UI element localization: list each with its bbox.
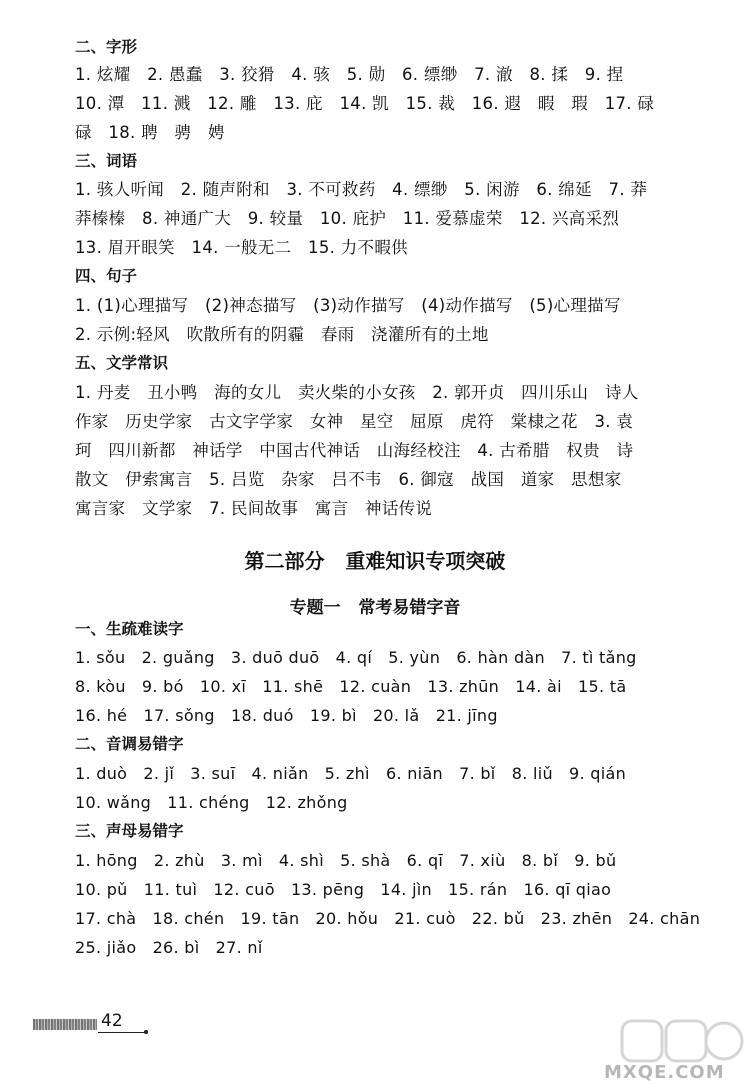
section-heading-words: 三、词语	[75, 152, 138, 170]
pinyin-line: 10. wǎng 11. chéng 12. zhǒng	[75, 793, 348, 812]
part-title: 第二部分 重难知识专项突破	[244, 549, 506, 573]
footer-dot	[144, 1030, 148, 1034]
section-heading-initials: 三、声母易错字	[75, 822, 184, 840]
answer-line: 1. 丹麦 丑小鸭 海的女儿 卖火柴的小女孩 2. 郭开贞 四川乐山 诗人	[75, 383, 639, 402]
section-heading-literature: 五、文学常识	[75, 354, 169, 372]
answer-line: 碌 18. 聘 骋 娉	[75, 123, 225, 142]
pinyin-line: 17. chà 18. chén 19. tān 20. hǒu 21. cuò 22. bǔ 23. zhēn 24. chān	[75, 909, 701, 928]
pinyin-line: 25. jiǎo 26. bì 27. nǐ	[75, 938, 263, 957]
pinyin-line: 1. hōng 2. zhù 3. mì 4. shì 5. shà 6. qī 7. xiù 8. bǐ 9. bǔ	[75, 851, 617, 870]
answer-line: 10. 潭 11. 溅 12. 雕 13. 庇 14. 凯 15. 裁 16. 遐 暇 瑕 17. 碌	[75, 94, 655, 113]
section-heading-rare-chars: 一、生疏难读字	[75, 620, 184, 638]
answer-line: 作家 历史学家 古文字学家 女神 星空 屈原 虎符 棠棣之花 3. 袁	[75, 412, 634, 431]
answer-line: 1. (1)心理描写 (2)神态描写 (3)动作描写 (4)动作描写 (5)心理描写	[75, 296, 621, 315]
answer-line: 散文 伊索寓言 5. 吕览 杂家 吕不韦 6. 御寇 战国 道家 思想家	[75, 470, 622, 489]
answer-line: 1. 炫耀 2. 愚蠢 3. 狡猾 4. 骇 5. 勋 6. 缥缈 7. 澈 8. 揉 9. 捏	[75, 65, 624, 84]
answer-line: 1. 骇人听闻 2. 随声附和 3. 不可救药 4. 缥缈 5. 闲游 6. 绵延 7. 莽	[75, 180, 648, 199]
answer-line: 莽榛榛 8. 神通广大 9. 较量 10. 庇护 11. 爱慕虚荣 12. 兴高采烈	[75, 209, 620, 228]
topic-title: 专题一 常考易错字音	[289, 598, 461, 618]
pinyin-line: 1. sǒu 2. guǎng 3. duō duō 4. qí 5. yùn 6. hàn dàn 7. tì tǎng	[75, 648, 637, 667]
answer-line: 13. 眉开眼笑 14. 一般无二 15. 力不暇供	[75, 238, 408, 257]
section-heading-glyphs: 二、字形	[75, 38, 138, 56]
section-heading-sentences: 四、句子	[75, 267, 138, 285]
answer-line: 珂 四川新都 神话学 中国古代神话 山海经校注 4. 古希腊 权贵 诗	[75, 441, 634, 460]
watermark-text: MXQE.COM	[604, 1062, 725, 1083]
answer-line: 寓言家 文学家 7. 民间故事 寓言 神话传说	[75, 499, 433, 518]
section-heading-tones: 二、音调易错字	[75, 735, 184, 753]
footer-decoration	[33, 1019, 97, 1030]
answer-line: 2. 示例:轻风 吹散所有的阴霾 春雨 浇灌所有的土地	[75, 325, 489, 344]
footer-rule	[98, 1032, 146, 1033]
pinyin-line: 1. duò 2. jǐ 3. suī 4. niǎn 5. zhì 6. niān 7. bǐ 8. liǔ 9. qián	[75, 764, 627, 783]
pinyin-line: 10. pǔ 11. tuì 12. cuō 13. pēng 14. jìn 15. rán 16. qī qiao	[75, 880, 612, 899]
pinyin-line: 16. hé 17. sǒng 18. duó 19. bì 20. lǎ 21. jīng	[75, 706, 498, 725]
page-number: 42	[101, 1011, 123, 1031]
pinyin-line: 8. kòu 9. bó 10. xī 11. shē 12. cuàn 13. zhūn 14. ài 15. tā	[75, 677, 627, 696]
